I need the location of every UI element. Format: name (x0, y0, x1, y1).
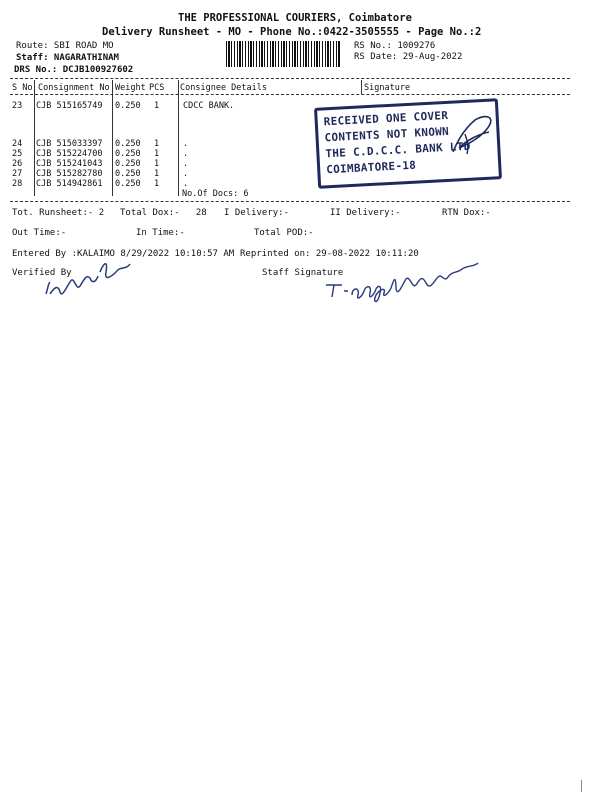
cell-sno: 25 (12, 149, 23, 159)
verified-by-label: Verified By (12, 268, 72, 278)
reprinted-on: Reprinted on: 29-08-2022 10:11:20 (240, 249, 419, 259)
staff-label: Staff: NAGARATHINAM (16, 53, 119, 63)
cell-consignee: . (183, 139, 189, 149)
cell-consignment: CJB 515241043 (36, 159, 103, 169)
cell-weight: 0.250 (115, 179, 141, 189)
cell-consignment: CJB 514942861 (36, 179, 103, 189)
cell-pcs: 1 (154, 159, 160, 169)
cell-consignment: CJB 515165749 (36, 101, 103, 111)
rs-number: RS No.: 1009276 (354, 41, 436, 51)
stamp-line: COIMBATORE-18 (325, 158, 417, 177)
ii-delivery: II Delivery:- (330, 208, 401, 218)
receiver-signature-icon (445, 112, 505, 162)
cell-consignee: . (183, 159, 189, 169)
header-consignee: Consignee Details (180, 83, 267, 93)
table-row (0, 159, 600, 169)
table-header-divider (10, 94, 570, 95)
stamp-line: RECEIVED ONE COVER (323, 108, 449, 129)
header-sno: S No (12, 83, 33, 93)
page-edge-mark (581, 780, 582, 792)
company-title: THE PROFESSIONAL COURIERS, Coimbatore (178, 12, 412, 24)
cell-weight: 0.250 (115, 169, 141, 179)
table-row (0, 169, 600, 179)
in-time: In Time:- (136, 228, 185, 238)
cell-consignment: CJB 515282780 (36, 169, 103, 179)
barcode (226, 41, 340, 67)
cell-weight: 0.250 (115, 159, 141, 169)
header-consignment: Consignment No (38, 83, 110, 93)
cell-pcs: 1 (154, 101, 160, 111)
cell-sno: 28 (12, 179, 23, 189)
header-signature: Signature (364, 83, 411, 93)
rtn-dox: RTN Dox:- (442, 208, 491, 218)
cell-pcs: 1 (154, 179, 160, 189)
totals-divider (10, 201, 570, 202)
cell-sno: 27 (12, 169, 23, 179)
cell-sno: 26 (12, 159, 23, 169)
column-divider (361, 80, 362, 94)
total-pod: Total POD:- (254, 228, 314, 238)
cell-consignee: . (183, 169, 189, 179)
route-label: Route: SBI ROAD MO (16, 41, 114, 51)
cell-pcs: 1 (154, 139, 160, 149)
verifier-signature-icon (40, 252, 140, 302)
staff-signature-icon (322, 255, 482, 305)
table-row (0, 101, 600, 111)
cell-consignment: CJB 515224700 (36, 149, 103, 159)
total-dox: Total Dox:- 28 (120, 208, 207, 218)
drs-number: DRS No.: DCJB100927602 (14, 65, 134, 75)
header-pcs: PCS (149, 83, 165, 93)
out-time: Out Time:- (12, 228, 67, 238)
cell-consignee: . (183, 179, 189, 189)
i-delivery: I Delivery:- (224, 208, 290, 218)
no-of-docs: No.Of Docs: 6 (182, 189, 249, 199)
table-row (0, 179, 600, 189)
runsheet-subtitle: Delivery Runsheet - MO - Phone No.:0422-3505555 - Page No.:2 (102, 26, 482, 38)
stamp-line: CONTENTS NOT KNOWN (324, 124, 450, 145)
table-top-divider (10, 78, 570, 79)
cell-pcs: 1 (154, 169, 160, 179)
stamp-line: THE C.D.C.C. BANK LTD (325, 139, 471, 161)
header-weight: Weight (115, 83, 146, 93)
cell-sno: 23 (12, 101, 23, 111)
cell-weight: 0.250 (115, 139, 141, 149)
cell-weight: 0.250 (115, 101, 141, 111)
staff-signature-label: Staff Signature (262, 268, 344, 278)
rs-date: RS Date: 29-Aug-2022 (354, 52, 463, 62)
cell-consignment: CJB 515033397 (36, 139, 103, 149)
total-runsheet: Tot. Runsheet:- 2 (12, 208, 105, 218)
cell-weight: 0.250 (115, 149, 141, 159)
cell-pcs: 1 (154, 149, 160, 159)
cell-consignee: CDCC BANK. (183, 101, 235, 111)
cell-sno: 24 (12, 139, 23, 149)
cell-consignee: . (183, 149, 189, 159)
table-row (0, 139, 600, 149)
entered-by: Entered By :KALAIMO 8/29/2022 10:10:57 AM (12, 249, 235, 259)
table-row (0, 149, 600, 159)
